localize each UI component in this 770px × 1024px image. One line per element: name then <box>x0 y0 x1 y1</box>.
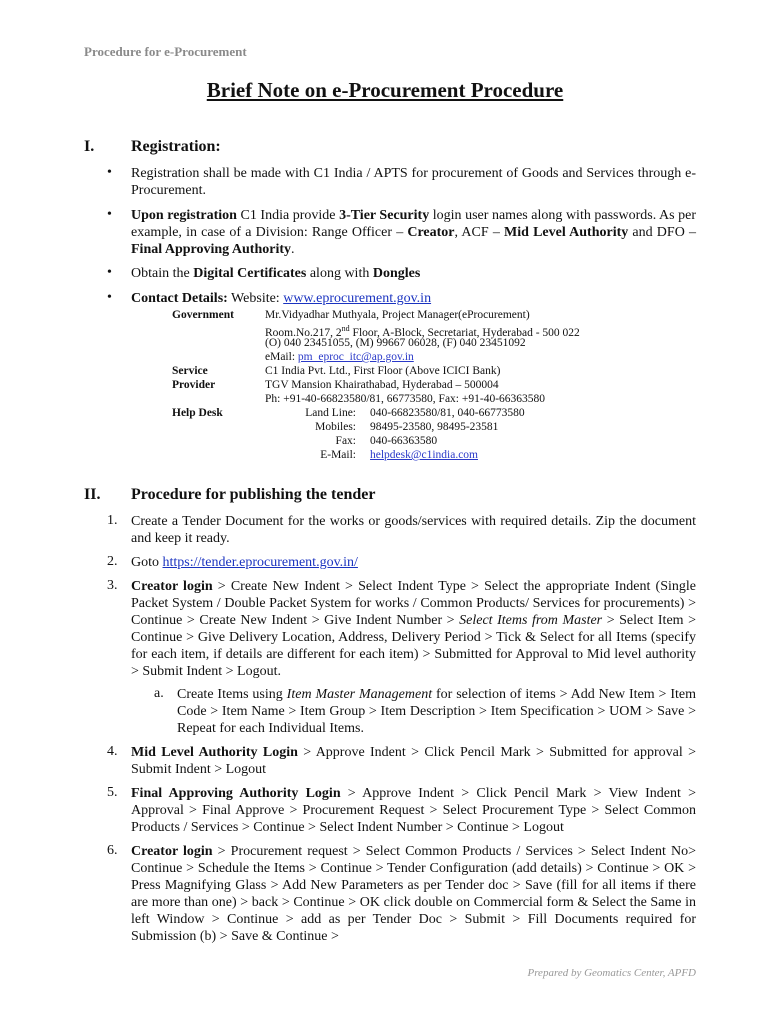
text: . <box>291 242 295 257</box>
gov-email-link[interactable]: pm_eproc_itc@ap.gov.in <box>297 351 414 363</box>
text: for selection of items > Add New Item > Item Code > Item Name > Item Group > Item Description > Item Specification > UOM > Save > Repeat for each Individual Items. <box>177 687 696 736</box>
government-label: Government <box>172 309 234 321</box>
step-number: 6. <box>107 843 118 858</box>
mobiles-label: Mobiles: <box>315 421 356 433</box>
text: and DFO – <box>628 225 696 240</box>
mobiles-value: 98495-23580, 98495-23581 <box>370 421 499 433</box>
step-number: 1. <box>107 513 118 528</box>
text: Create Items using <box>177 687 287 702</box>
registration-bullet-2 <box>131 207 696 258</box>
registration-bullet-4 <box>131 290 696 307</box>
step-1: Create a Tender Document for the works or goods/services with required details. Zip the document and keep it ready. <box>131 514 696 546</box>
text: Obtain the <box>131 266 194 281</box>
bullet-marker: • <box>107 165 112 180</box>
step-number: 4. <box>107 744 118 759</box>
fax-label: Fax: <box>335 435 356 447</box>
text: Room.No.217, 2 <box>265 326 342 339</box>
text: Website: <box>227 291 284 306</box>
service-label: Service <box>172 365 208 377</box>
section-title: Procedure for publishing the tender <box>131 486 376 503</box>
substep-marker: a. <box>154 686 164 701</box>
gov-line-3: (O) 040 23451055, (M) 99667 06028, (F) 040 23451092 <box>265 337 526 349</box>
step-5 <box>131 785 696 836</box>
section-number: II. <box>84 486 101 503</box>
bullet-marker: • <box>107 290 112 305</box>
text: , ACF – <box>454 225 505 240</box>
text: C1 India provide <box>236 208 340 223</box>
italic-text: Select Items from Master <box>459 613 603 628</box>
help-desk-label: Help Desk <box>172 407 223 419</box>
bold-text: Mid Level Authority Login <box>131 745 298 760</box>
bold-text: Upon registration <box>131 208 237 223</box>
section-number: I. <box>84 138 95 155</box>
provider-label: Provider <box>172 379 216 391</box>
text: Floor, A-Block, Secretariat, Hyderabad - 500 022 <box>349 326 580 339</box>
bold-text: Creator <box>407 225 455 240</box>
text: login user names along with passwords. As per example, in case of a Division: Range Officer – <box>131 208 696 240</box>
section-heading-procedure <box>84 486 375 504</box>
gov-line-4 <box>265 350 414 364</box>
step-2 <box>131 554 696 571</box>
gov-line-1: Mr.Vidyadhar Muthyala, Project Manager(eProcurement) <box>265 309 530 321</box>
italic-text: Item Master Management <box>286 687 433 702</box>
section-title: Registration: <box>131 138 221 155</box>
bold-text: Creator login <box>131 844 213 859</box>
tender-link[interactable]: https://tender.eprocurement.gov.in/ <box>162 555 358 570</box>
bold-text: 3-Tier Security <box>339 208 430 223</box>
sp-line-2: TGV Mansion Khairathabad, Hyderabad – 500004 <box>265 379 499 391</box>
document-title: Brief Note on e-Procurement Procedure <box>206 78 564 102</box>
text: > Approve Indent > Click Pencil Mark > Submitted for approval > Submit Indent > Logout <box>131 745 696 777</box>
bold-text: Mid Level Authority <box>504 225 629 240</box>
bullet-marker: • <box>107 207 112 222</box>
bold-text: Digital Certificates <box>193 266 307 281</box>
website-link[interactable]: www.eprocurement.gov.in <box>283 291 432 306</box>
step-6 <box>131 843 696 945</box>
page-footer: Prepared by Geomatics Center, APFD <box>527 967 696 979</box>
landline-value: 040-66823580/81, 040-66773580 <box>370 407 525 419</box>
text: along with <box>306 266 373 281</box>
text: > Procurement request > Select Common Products / Services > Select Indent No> Continue > Schedule the Items > Continue > Tender Configuration (add details) > Continue > OK > Press Magnifying Glass > Add New Parameters as per Tender doc > Save (fill for all items if there are more than one) > back > Continue > OK click double on Commercial form & Select the Same in left Window > Continue > add as per Tender Doc > Submit > Fill Documents required for Submission (b) > Save & Continue > <box>131 844 697 944</box>
sp-line-1: C1 India Pvt. Ltd., First Floor (Above ICICI Bank) <box>265 365 501 377</box>
bold-text: Dongles <box>372 266 421 281</box>
helpdesk-email[interactable]: helpdesk@c1india.com <box>370 449 478 461</box>
text: > Approve Indent > Click Pencil Mark > View Indent > Approval > Final Approve > Procurement Request > Select Procurement Type > Select Common Products / Services > Continue > Select Indent Number > Continue > Logout <box>131 786 696 835</box>
registration-bullet-3 <box>131 265 696 282</box>
contact-details-label: Contact Details: <box>131 291 228 306</box>
text: eMail: <box>265 351 298 363</box>
bold-text: Final Approving Authority Login <box>131 786 341 801</box>
bold-text: Creator login <box>131 579 213 594</box>
bold-text: Final Approving Authority <box>131 242 292 257</box>
step-3a <box>177 686 696 737</box>
text: > Create New Indent > Select Indent Type > Select the appropriate Indent (Single Packet System / Double Packet System for works / Common Products/ Services for procurements) > Continue > Create New Indent > Give Indent Number > <box>131 579 696 628</box>
step-3 <box>131 578 696 680</box>
text: Goto <box>131 555 163 570</box>
text: > Select Item > Continue > Give Delivery Location, Address, Delivery Period > Tick & Select for all Items (specify for each item, if details are different for each item) > Submitted for Approval to Mid level authority > Submit Indent > Logout. <box>131 613 697 679</box>
email-label: E-Mail: <box>320 449 356 461</box>
fax-value: 040-66363580 <box>370 435 438 447</box>
running-header: Procedure for e-Procurement <box>84 44 247 59</box>
registration-bullet-1: Registration shall be made with C1 India / APTS for procurement of Goods and Services through e-Procurement. <box>131 166 696 198</box>
section-heading-registration <box>84 138 221 156</box>
bullet-marker: • <box>107 265 112 280</box>
step-number: 2. <box>107 554 118 569</box>
step-number: 3. <box>107 578 118 593</box>
helpdesk-email-link[interactable] <box>370 448 478 462</box>
landline-label: Land Line: <box>305 407 356 419</box>
sp-line-3: Ph: +91-40-66823580/81, 66773580, Fax: +91-40-66363580 <box>265 393 546 405</box>
superscript: nd <box>341 324 350 333</box>
step-4 <box>131 744 696 778</box>
step-number: 5. <box>107 785 118 800</box>
